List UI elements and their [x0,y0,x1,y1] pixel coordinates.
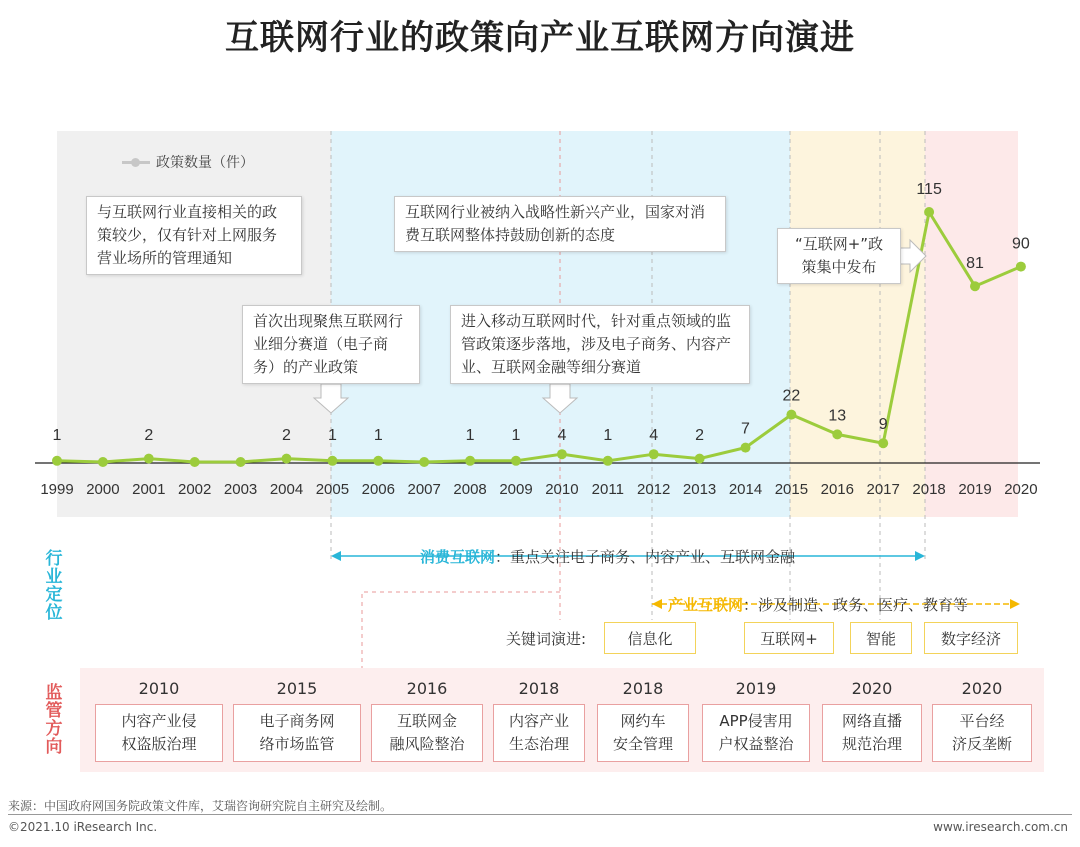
x-tick-label: 2003 [223,481,258,498]
label-positioning: 行 业 定 位 [45,549,63,623]
regulation-year: 2015 [276,679,318,698]
data-label: 1 [603,427,613,444]
regulation-item [233,678,361,762]
x-tick-label: 2009 [499,481,533,498]
regulation-item [493,678,585,762]
data-label: 1 [327,427,337,444]
band-plus [790,131,925,517]
data-point [1016,262,1026,272]
annotation-ecommerce: 首次出现聚焦互联网行业细分赛道（电子商务）的产业政策 [242,305,420,384]
regulation-text: 内容产业 生态治理 [493,704,585,762]
data-point [282,454,292,464]
x-tick-label: 2017 [866,481,900,498]
industrial-internet-text [668,594,968,615]
x-tick-label: 2006 [361,481,395,498]
x-tick-label: 2007 [407,481,441,498]
consumer-arrow-right [915,551,925,561]
data-point [695,454,705,464]
copyright: ©2021.10 iResearch Inc. [8,820,158,834]
x-tick-label: 2001 [132,481,166,498]
legend-label: 政策数量（件） [156,155,254,171]
regulation-year: 2019 [735,679,777,698]
data-point [832,429,842,439]
regulation-item [932,678,1032,762]
data-label: 81 [966,255,984,273]
data-point [52,456,62,466]
data-label: 2 [282,427,291,444]
data-point [465,456,475,466]
x-tick-label: 2019 [958,481,992,498]
x-tick-label: 2010 [545,481,579,498]
x-tick-label: 2011 [591,481,624,498]
site-url: www.iresearch.com.cn [933,820,1068,834]
keyword-intelligent: 智能 [850,622,912,654]
data-point [98,457,108,467]
data-point [511,456,521,466]
x-tick-label: 2000 [86,481,120,498]
data-label: 1 [52,427,62,444]
data-label: 22 [782,387,801,405]
data-label: 115 [916,181,942,198]
data-point [557,449,567,459]
regulation-item [822,678,922,762]
keyword-label: 关键词演进: [506,630,587,648]
data-point [741,443,751,453]
data-point [327,456,337,466]
x-tick-label: 2005 [315,481,350,498]
regulation-item [702,678,810,762]
regulation-year: 2010 [138,679,180,698]
data-label: 4 [557,427,567,444]
x-tick-label: 1999 [40,481,74,498]
industrial-arrow-right [1010,599,1020,609]
data-label: 9 [878,416,888,434]
regulation-year: 2018 [622,679,664,698]
x-tick-label: 2008 [453,481,487,498]
regulation-item [597,678,689,762]
x-tick-label: 2018 [912,481,946,498]
data-label: 1 [511,427,521,444]
data-point [373,456,383,466]
industrial-internet-desc: ：涉及制造、政务、医疗、教育等 [743,596,969,614]
annotation-mobile: 进入移动互联网时代，针对重点领域的监管政策逐步落地，涉及电子商务、内容产业、互联网金融等细分赛道 [450,305,750,384]
keyword-internet-plus: 互联网+ [744,622,834,654]
data-point [144,454,154,464]
consumer-internet-text [420,546,795,567]
x-tick-label: 2002 [178,481,212,498]
x-tick-label: 2020 [1004,481,1038,498]
data-point [878,438,888,448]
data-label: 7 [741,420,750,438]
regulation-text: 电子商务网 络市场监管 [233,704,361,762]
legend [122,152,254,172]
x-tick-label: 2014 [728,481,763,498]
data-label: 2 [144,427,154,444]
keyword-digital-economy: 数字经济 [924,622,1018,654]
consumer-internet-desc: ：重点关注电子商务、内容产业、互联网金融 [495,548,796,566]
label-regulation: 监 管 方 向 [45,683,63,757]
x-tick-label: 2004 [269,481,304,498]
regulation-item [95,678,223,762]
regulation-item [371,678,483,762]
regulation-text: 内容产业侵 权盗版治理 [95,704,223,762]
regulation-text: 网络直播 规范治理 [822,704,922,762]
source-note: 来源：中国政府网国务院政策文件库，艾瑞咨询研究院自主研究及绘制。 [8,799,393,813]
data-point [603,456,613,466]
x-tick-label: 2015 [774,481,809,498]
regulation-year: 2018 [518,679,560,698]
regulation-year: 2020 [961,679,1003,698]
regulation-text: 平台经 济反垄断 [932,704,1032,762]
legend-line-icon [122,161,150,164]
data-label: 90 [1012,235,1030,253]
annotation-internet-plus: “互联网+”政策集中发布 [777,228,901,284]
data-label: 13 [828,407,847,425]
data-label: 1 [465,427,475,444]
data-point [236,457,246,467]
consumer-arrow-left [331,551,341,561]
industrial-internet-title: 产业互联网 [668,596,744,614]
annotation-early: 与互联网行业直接相关的政策较少，仅有针对上网服务营业场所的管理通知 [86,196,302,275]
x-tick-label: 2013 [682,481,717,498]
data-label: 2 [695,427,705,444]
regulation-year: 2016 [406,679,448,698]
consumer-internet-title: 消费互联网 [420,548,496,566]
annotation-strategic: 互联网行业被纳入战略性新兴产业，国家对消费互联网整体持鼓励创新的态度 [394,196,726,252]
regulation-text: 网约车 安全管理 [597,704,689,762]
data-point [649,449,659,459]
data-point [190,457,200,467]
data-point [786,410,796,420]
industrial-arrow-left [652,599,662,609]
regulation-text: APP侵害用 户权益整治 [702,704,810,762]
data-point [970,281,980,291]
x-tick-label: 2016 [820,481,854,498]
page-title: 互联网行业的政策向产业互联网方向演进 [225,18,855,58]
x-tick-label: 2012 [637,481,671,498]
regulation-year: 2020 [851,679,893,698]
keyword-informatization: 信息化 [604,622,696,654]
data-point [924,207,934,217]
data-point [419,457,429,467]
data-label: 1 [373,427,383,444]
data-label: 4 [649,427,659,444]
regulation-text: 互联网金 融风险整治 [371,704,483,762]
footer-divider [8,814,1072,815]
